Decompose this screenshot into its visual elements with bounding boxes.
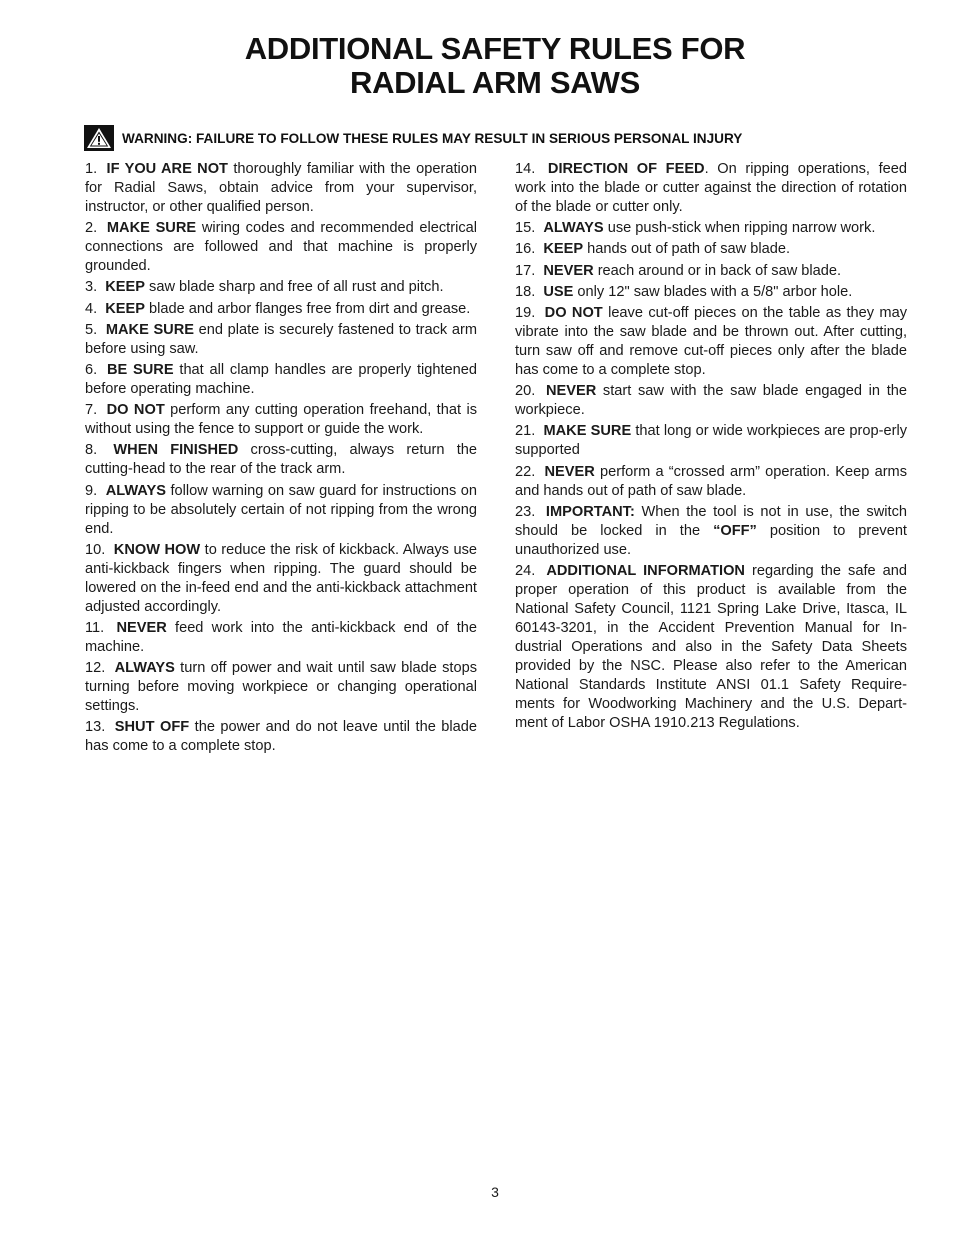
rule-item: 23. IMPORTANT: When the tool is not in use, the switch should be locked in the “OFF” position to prevent unauthorized use. <box>515 503 907 558</box>
rule-item: 4. KEEP blade and arbor flanges free from dirt and grease. <box>85 300 471 317</box>
rule-item: 12. ALWAYS turn off power and wait until saw blade stops turning before moving workpiece or changing operational settings. <box>85 660 477 714</box>
page-number: 3 <box>491 1184 499 1200</box>
rule-item: 21. MAKE SURE that long or wide workpieces are prop-erly supported <box>515 423 908 459</box>
page-title-line-2: RADIAL ARM SAWS <box>349 65 640 100</box>
warning-text: WARNING: FAILURE TO FOLLOW THESE RULES MAY RESULT IN SERIOUS PERSONAL INJURY <box>122 130 743 146</box>
rule-item: 16. KEEP hands out of path of saw blade. <box>515 241 791 258</box>
rule-item: 13. SHUT OFF the power and do not leave until the blade has come to a complete stop. <box>85 719 477 755</box>
rule-item: 1. IF YOU ARE NOT thoroughly familiar with the operation for Radial Saws, obtain advice from your supervisor, instructor, or other qualified person. <box>85 161 477 215</box>
rules-column-left <box>85 160 477 758</box>
rule-item: 14. DIRECTION OF FEED. On ripping operations, feed work into the blade or cutter against the direction of rotation of the blade or cutter only. <box>515 161 908 215</box>
rule-item: 20. NEVER start saw with the saw blade engaged in the workpiece. <box>515 383 907 419</box>
rule-item: 9. ALWAYS follow warning on saw guard for instructions on ripping to be absolutely certain of not ripping from the wrong end. <box>85 482 477 537</box>
rule-item: 22. NEVER perform a “crossed arm” operation. Keep arms and hands out of path of saw blade. <box>515 463 908 499</box>
rule-item: 8. WHEN FINISHED cross-cutting, always return the cutting-head to the rear of the track arm. <box>85 442 478 478</box>
warning-banner <box>84 124 914 152</box>
warning-triangle-icon <box>84 125 114 151</box>
rule-item: 3. KEEP saw blade sharp and free of all rust and pitch. <box>85 279 444 296</box>
rules-column-right <box>515 160 907 735</box>
rule-item: 5. MAKE SURE end plate is securely fastened to track arm before using saw. <box>85 321 477 357</box>
page-title <box>0 32 954 100</box>
rule-item: 2. MAKE SURE wiring codes and recommended electrical connections are followed and that machine is properly grounded. <box>85 220 477 275</box>
rule-item: 18. USE only 12" saw blades with a 5/8" arbor hole. <box>515 283 853 300</box>
rule-item: 15. ALWAYS use push-stick when ripping narrow work. <box>515 220 876 237</box>
rule-item: 11. NEVER feed work into the anti-kickback end of the machine. <box>85 619 477 655</box>
rule-item: 6. BE SURE that all clamp handles are properly tightened before operating machine. <box>85 362 477 397</box>
rule-item: 17. NEVER reach around or in back of saw blade. <box>515 262 842 279</box>
rule-item: 7. DO NOT perform any cutting operation freehand, that is without using the fence to support or guide the work. <box>85 402 477 438</box>
page-title-line-1: ADDITIONAL SAFETY RULES FOR <box>244 31 746 66</box>
rule-item: 10. KNOW HOW to reduce the risk of kickback. Always use anti-kickback fingers when ripping. The guard should be lowered on the in-feed end and the anti-kickback attachment adjusted accordingly. <box>85 541 477 615</box>
rule-item: 24. ADDITIONAL INFORMATION regarding the safe and proper operation of this product is available from the National Safety Council, 1121 Spring Lake Drive, Itasca, IL 60143-3201, in the Accident Prevention Manual for In-dustrial Operations and also in the Safety Data Sheets provided by the NSC. Please also refer to the American National Standards Institute ANSI 01.1 Safety Require-ments for Woodworking Machinery and the U.S. Depart-ment of Labor OSHA 1910.213 Regulations. <box>515 563 908 731</box>
rule-item: 19. DO NOT leave cut-off pieces on the table as they may vibrate into the saw blade and be thrown out. After cutting, turn saw off and remove cut-off pieces only after the blade has come to a complete stop. <box>515 305 907 379</box>
